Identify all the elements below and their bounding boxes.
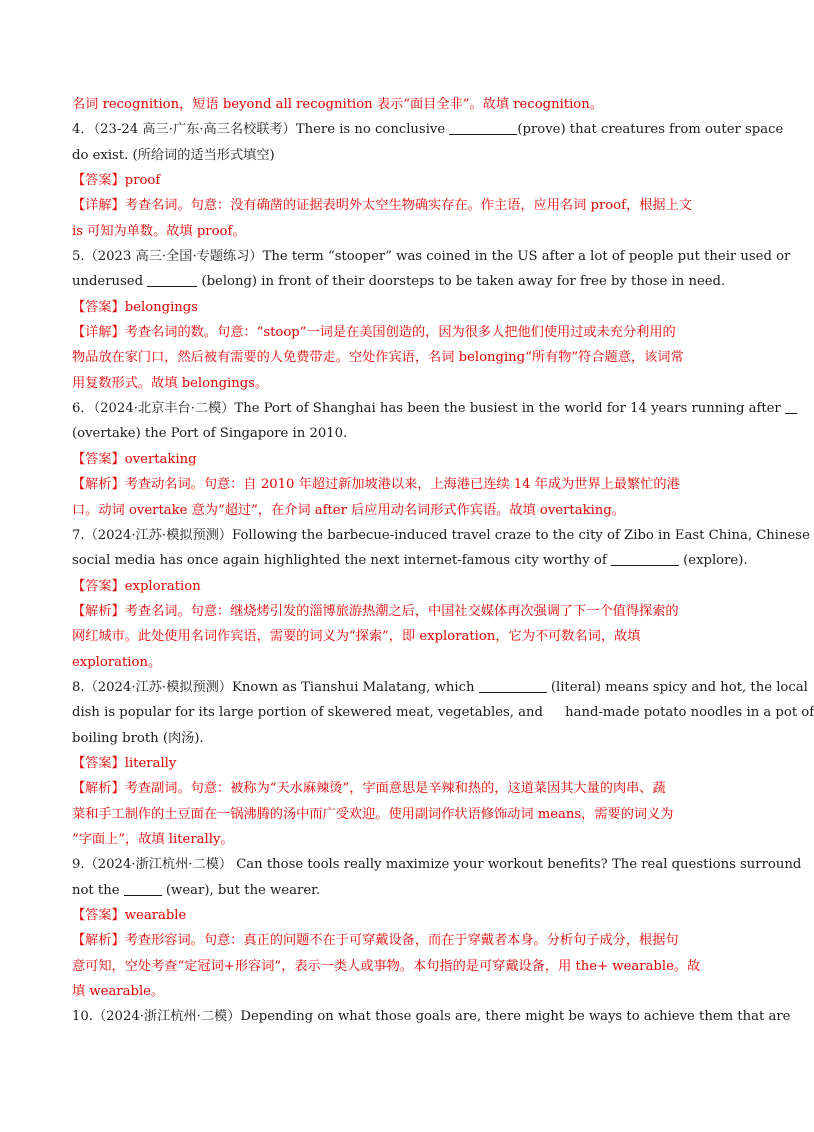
prev-explanation-tail: 名词 recognition，短语 beyond all recognition 表示“面目全非”。故填 recognition。 xyxy=(72,97,603,112)
answer-blank xyxy=(124,881,162,896)
question-4 xyxy=(72,117,784,244)
question-text: 8.（2024·江苏·模拟预测）Known as Tianshui Malatang, which (literal) means spicy and hot, the local xyxy=(72,679,808,695)
explanation-line: is 可知为单数。故填 proof。 xyxy=(72,223,246,239)
question-6 xyxy=(72,396,785,523)
explanation-line: 用复数形式。故填 belongings。 xyxy=(72,375,269,391)
explanation-line: 意可知，空处考查“定冠词+形容词”，表示一类人或事物。本句指的是可穿戴设备，用 the+ wearable。故 xyxy=(72,958,701,974)
answer-blank xyxy=(479,678,547,693)
answer-line: 【答案】wearable xyxy=(72,908,187,923)
question-10 xyxy=(72,1004,791,1029)
explanation-line: “字面上”，故填 literally。 xyxy=(72,831,234,847)
question-text: social media has once again highlighted the next internet-famous city worthy of (explore). xyxy=(72,553,748,569)
question-7 xyxy=(72,523,810,675)
question-text: underused (belong) in front of their doorsteps to be taken away for free by those in need. xyxy=(72,274,726,290)
question-text: 4．（23-24 高三·广东·高三名校联考）There is no conclusive (prove) that creatures from outer space xyxy=(72,122,784,138)
question-text: 7.（2024·江苏·模拟预测）Following the barbecue-induced travel craze to the city of Zibo in East China, Chinese xyxy=(72,527,810,543)
explanation-line: 网红城市。此处使用名词作宾语，需要的词义为“探索”，即 exploration，它为不可数名词，故填 xyxy=(72,629,641,645)
question-5 xyxy=(72,244,791,396)
answer-line: 【答案】overtaking xyxy=(72,451,197,467)
answer-line: 【答案】belongings xyxy=(72,299,199,315)
explanation-line: exploration。 xyxy=(72,654,162,670)
question-text: (overtake) the Port of Singapore in 2010. xyxy=(72,426,348,442)
answer-line: 【答案】literally xyxy=(72,755,177,771)
question-text: not the (wear), but the wearer. xyxy=(72,882,321,898)
explanation-line: 【详解】考查名词的数。句意：“stoop”一词是在美国创造的，因为很多人把他们使用过或未充分利用的 xyxy=(72,325,676,341)
explanation-line: 【解析】考查名词。句意：继烧烤引发的淄博旅游热潮之后，中国社交媒体再次强调了下一个值得探索的 xyxy=(72,603,679,619)
explanation-line: 【详解】考查名词。句意：没有确凿的证据表明外太空生物确实存在。作主语，应用名词 proof，根据上文 xyxy=(72,198,692,214)
answer-line: 【答案】proof xyxy=(72,173,161,189)
question-text: dish is popular for its large portion of skewered meat, vegetables, and hand-made potato noodles in a pot of xyxy=(72,705,814,721)
explanation-line: 【解析】考查副词。句意：被称为“天水麻辣烫”，字面意思是辛辣和热的，这道菜因其大量的肉串、蔬 xyxy=(72,781,666,797)
explanation-line: 菜和手工制作的土豆面在一锅沸腾的汤中而广受欢迎。使用副词作状语修饰动词 means，需要的词义为 xyxy=(72,806,674,822)
question-text: boiling broth (肉汤). xyxy=(72,730,204,746)
explanation-line: 【解析】考查形容词。句意：真正的问题不在于可穿戴设备，而在于穿戴者本身。分析句子成分，根据句 xyxy=(72,933,679,949)
question-text: 10.（2024·浙江杭州·二模）Depending on what those goals are, there might be ways to achieve them that are xyxy=(72,1009,791,1025)
question-9 xyxy=(72,852,802,1004)
question-8 xyxy=(72,675,814,852)
answer-blank xyxy=(147,272,197,287)
question-text: 9.（2024·浙江杭州·二模） Can those tools really maximize your workout benefits? The real questions surround xyxy=(72,857,802,873)
answer-blank xyxy=(449,120,517,135)
question-text: 5.（2023 高三·全国·专题练习）The term “stooper” was coined in the US after a lot of people put their used or xyxy=(72,249,791,265)
explanation-line: 填 wearable。 xyxy=(72,984,165,1000)
explanation-line: 口。动词 overtake 意为“超过”，在介词 after 后应用动名词形式作宾语。故填 overtaking。 xyxy=(72,502,625,518)
explanation-line: 【解析】考查动名词。句意：自 2010 年超过新加坡港以来，上海港已连续 14 年成为世界上最繁忙的港 xyxy=(72,477,680,493)
question-text: 6．（2024·北京丰台·二模）The Port of Shanghai has been the busiest in the world for 14 years running after xyxy=(72,396,732,421)
explanation-line: 物品放在家门口，然后被有需要的人免费带走。空处作宾语，名词 belonging“所有物”符合题意，该词常 xyxy=(72,350,684,366)
document-body xyxy=(72,92,814,1030)
answer-blank xyxy=(785,399,797,414)
answer-blank xyxy=(611,551,679,566)
answer-line: 【答案】exploration xyxy=(72,578,201,594)
question-text: do exist. (所给词的适当形式填空) xyxy=(72,147,275,163)
